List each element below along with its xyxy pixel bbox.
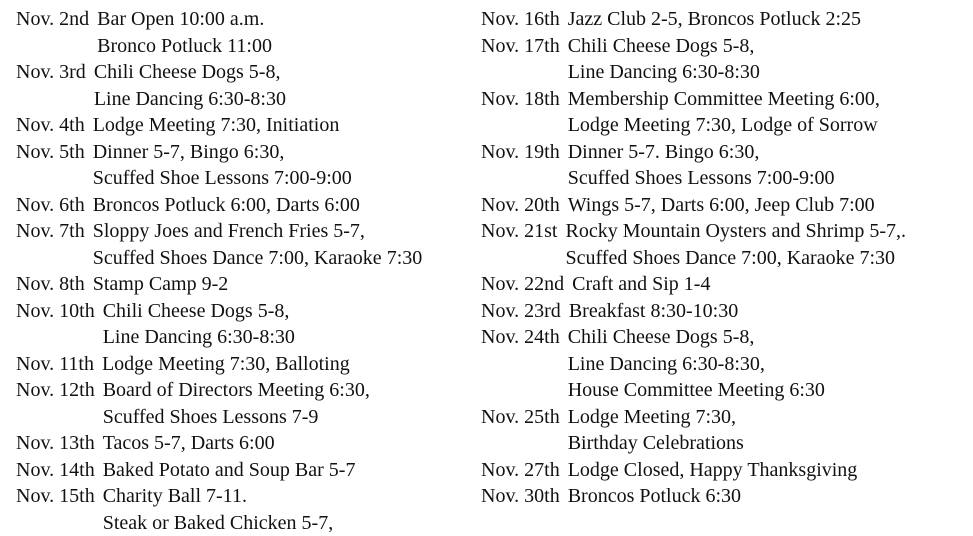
- entry-date: Nov. 7th: [16, 218, 85, 271]
- event-text: Scuffed Shoes Dance 7:00, Karaoke 7:30: [565, 245, 971, 272]
- entry-date: Nov. 22nd: [481, 271, 564, 298]
- entry-date: Nov. 13th: [16, 430, 95, 457]
- entry-events: [102, 351, 466, 378]
- entry-events: [569, 298, 971, 325]
- calendar-entry: [481, 218, 971, 271]
- entry-events: [103, 377, 466, 430]
- entry-date: Nov. 11th: [16, 351, 94, 378]
- calendar-entry: [481, 33, 971, 86]
- event-text: Bar Open 10:00 a.m.: [97, 6, 466, 33]
- entry-date: Nov. 10th: [16, 298, 95, 351]
- event-text: Dinner 5-7, Bingo 6:30,: [93, 139, 466, 166]
- calendar-entry: [481, 6, 971, 33]
- entry-date: Nov. 20th: [481, 192, 560, 219]
- calendar-entry: [481, 298, 971, 325]
- calendar-entry: [481, 139, 971, 192]
- event-text: Stamp Camp 9-2: [93, 271, 466, 298]
- event-text: Chili Cheese Dogs 5-8,: [94, 59, 466, 86]
- event-text: Lodge Meeting 7:30, Initiation: [93, 112, 466, 139]
- entry-events: [568, 324, 971, 404]
- event-text: Steak or Baked Chicken 5-7,: [103, 510, 466, 536]
- event-text: Dinner 5-7. Bingo 6:30,: [568, 139, 971, 166]
- event-text: Baked Potato and Soup Bar 5-7: [103, 457, 466, 484]
- entry-events: [568, 404, 971, 457]
- calendar-entry: [481, 192, 971, 219]
- calendar-entry: [481, 457, 971, 484]
- event-text: Chili Cheese Dogs 5-8,: [568, 33, 971, 60]
- event-text: Membership Committee Meeting 6:00,: [568, 86, 971, 113]
- event-text: Board of Directors Meeting 6:30,: [103, 377, 466, 404]
- event-text: Line Dancing 6:30-8:30,: [568, 351, 971, 378]
- event-text: Broncos Potluck 6:00, Darts 6:00: [93, 192, 466, 219]
- entry-date: Nov. 24th: [481, 324, 560, 404]
- entry-date: Nov. 30th: [481, 483, 560, 510]
- calendar-entry: [481, 86, 971, 139]
- calendar-entry: [16, 218, 466, 271]
- calendar-entry: [481, 271, 971, 298]
- event-text: Birthday Celebrations: [568, 430, 971, 457]
- entry-events: [94, 59, 466, 112]
- calendar-entry: [16, 192, 466, 219]
- entry-date: Nov. 14th: [16, 457, 95, 484]
- event-text: Chili Cheese Dogs 5-8,: [103, 298, 466, 325]
- event-text: Chili Cheese Dogs 5-8,: [568, 324, 971, 351]
- entry-events: [568, 139, 971, 192]
- entry-date: Nov. 19th: [481, 139, 560, 192]
- event-text: Broncos Potluck 6:30: [568, 483, 971, 510]
- entry-date: Nov. 18th: [481, 86, 560, 139]
- event-text: Tacos 5-7, Darts 6:00: [103, 430, 466, 457]
- entry-events: [568, 86, 971, 139]
- entry-date: Nov. 21st: [481, 218, 557, 271]
- calendar-entry: [16, 139, 466, 192]
- calendar-entry: [481, 404, 971, 457]
- entry-date: Nov. 8th: [16, 271, 85, 298]
- entry-events: [93, 271, 466, 298]
- event-text: Sloppy Joes and French Fries 5-7,: [93, 218, 466, 245]
- calendar-entry: [481, 324, 971, 404]
- event-text: Lodge Closed, Happy Thanksgiving: [568, 457, 971, 484]
- calendar-entry: [481, 483, 971, 510]
- entry-events: [93, 139, 466, 192]
- event-text: Craft and Sip 1-4: [572, 271, 971, 298]
- calendar-entry: [16, 457, 466, 484]
- entry-events: [103, 430, 466, 457]
- entry-date: Nov. 17th: [481, 33, 560, 86]
- calendar-entry: [16, 377, 466, 430]
- entry-events: [568, 6, 971, 33]
- event-text: Scuffed Shoe Lessons 7:00-9:00: [93, 165, 466, 192]
- calendar-entry: [16, 112, 466, 139]
- entry-events: [103, 298, 466, 351]
- event-text: Wings 5-7, Darts 6:00, Jeep Club 7:00: [568, 192, 971, 219]
- right-column: [481, 6, 971, 510]
- entry-events: [565, 218, 971, 271]
- entry-events: [568, 192, 971, 219]
- event-text: Scuffed Shoes Dance 7:00, Karaoke 7:30: [93, 245, 466, 272]
- entry-events: [93, 218, 466, 271]
- entry-date: Nov. 25th: [481, 404, 560, 457]
- entry-date: Nov. 4th: [16, 112, 85, 139]
- entry-events: [568, 33, 971, 86]
- event-text: Breakfast 8:30-10:30: [569, 298, 971, 325]
- entry-date: Nov. 12th: [16, 377, 95, 430]
- event-text: House Committee Meeting 6:30: [568, 377, 971, 404]
- entry-events: [93, 112, 466, 139]
- calendar-entry: [16, 430, 466, 457]
- calendar-entry: [16, 59, 466, 112]
- event-text: Charity Ball 7-11.: [103, 483, 466, 510]
- entry-date: Nov. 27th: [481, 457, 560, 484]
- entry-events: [103, 457, 466, 484]
- entry-date: Nov. 6th: [16, 192, 85, 219]
- entry-events: [572, 271, 971, 298]
- calendar-entry: [16, 271, 466, 298]
- entry-events: [568, 457, 971, 484]
- event-text: Line Dancing 6:30-8:30: [94, 86, 466, 113]
- event-text: Line Dancing 6:30-8:30: [568, 59, 971, 86]
- entry-events: [97, 6, 466, 59]
- event-text: Bronco Potluck 11:00: [97, 33, 466, 60]
- entry-date: Nov. 16th: [481, 6, 560, 33]
- entry-date: Nov. 23rd: [481, 298, 561, 325]
- entry-date: Nov. 15th: [16, 483, 95, 536]
- event-text: Scuffed Shoes Lessons 7:00-9:00: [568, 165, 971, 192]
- entry-events: [568, 483, 971, 510]
- event-text: Jazz Club 2-5, Broncos Potluck 2:25: [568, 6, 971, 33]
- event-text: Scuffed Shoes Lessons 7-9: [103, 404, 466, 431]
- event-text: Rocky Mountain Oysters and Shrimp 5-7,.: [565, 218, 971, 245]
- entry-events: [103, 483, 466, 536]
- left-column: [16, 6, 466, 536]
- event-text: Lodge Meeting 7:30,: [568, 404, 971, 431]
- calendar-entry: [16, 6, 466, 59]
- entry-date: Nov. 5th: [16, 139, 85, 192]
- entry-date: Nov. 2nd: [16, 6, 89, 59]
- event-text: Lodge Meeting 7:30, Balloting: [102, 351, 466, 378]
- calendar-entry: [16, 351, 466, 378]
- event-text: Line Dancing 6:30-8:30: [103, 324, 466, 351]
- event-text: Lodge Meeting 7:30, Lodge of Sorrow: [568, 112, 971, 139]
- entry-events: [93, 192, 466, 219]
- calendar-entry: [16, 483, 466, 536]
- entry-date: Nov. 3rd: [16, 59, 86, 112]
- calendar-entry: [16, 298, 466, 351]
